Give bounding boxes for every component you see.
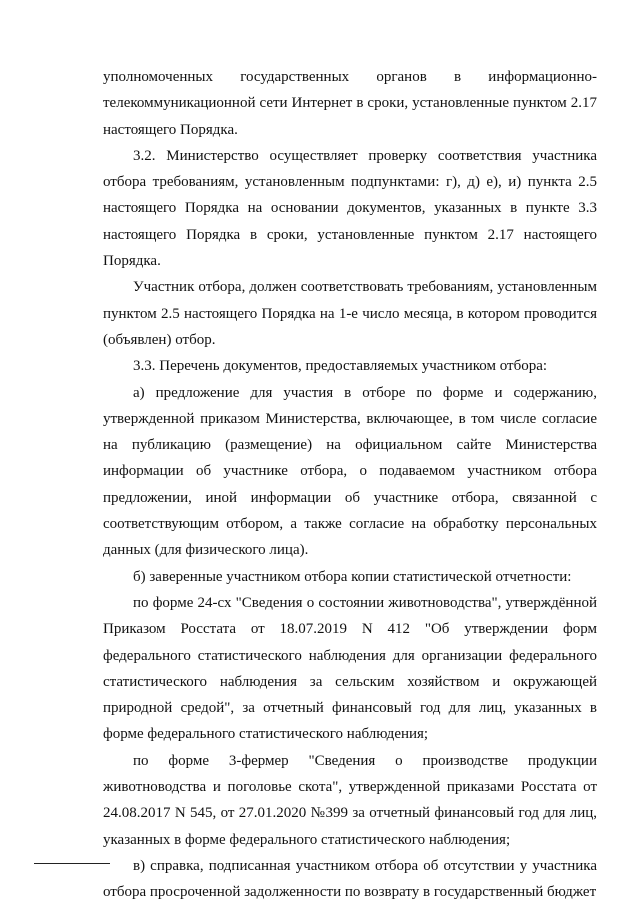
paragraph-item-b: б) заверенные участником отбора копии статистической отчетности: bbox=[133, 568, 572, 585]
paragraph-form-3-fermer: по форме 3-фермер "Сведения о производстве продукции животноводства и поголовье скота", утвержденной приказами Росстата от 24.08.2017 N 545, от 27.01.2020 №399 за отчетный финансовый год для лиц, указанных в форме федерального статистического наблюдения; bbox=[103, 752, 597, 848]
paragraph-3-3: 3.3. Перечень документов, предоставляемых участником отбора: bbox=[133, 358, 548, 375]
paragraph-form-24-sh: по форме 24-сх "Сведения о состоянии животноводства", утверждённой Приказом Росстата от 18.07.2019 N 412 "Об утверждении форм федерального статистического наблюдения для организации федерального статистического наблюдения за сельским хозяйством и окружающей природной средой", за отчетный финансовый год для лиц, указанных в форме федерального статистического наблюдения; bbox=[103, 594, 597, 743]
paragraph-continuation: уполномоченных государственных органов в информационно-телекоммуникационной сети Интернет в сроки, установленные пунктом 2.17 настоящего Порядка. bbox=[103, 69, 597, 138]
document-body bbox=[103, 64, 597, 906]
paragraph-item-v: в) справка, подписанная участником отбора об отсутствии у участника отбора просроченной задолженности по возврату в государственный бюджет bbox=[103, 857, 597, 901]
footnote-separator-line bbox=[34, 863, 110, 864]
paragraph-3-2: 3.2. Министерство осуществляет проверку соответствия участника отбора требованиям, установленным подпунктами: г), д) е), и) пункта 2.5 настоящего Порядка на основании документов, указанных в пункте 3.3 настоящего Порядка в сроки, установленные пунктом 2.17 настоящего Порядка. bbox=[103, 147, 597, 270]
paragraph-item-a: а) предложение для участия в отборе по форме и содержанию, утвержденной приказом Министерства, включающее, в том числе согласие на публикацию (размещение) на официальном сайте Министерства информации об участнике отбора, о подаваемом участником отбора предложении, иной информации об участнике отбора, связанной с соответствующим отбором, а также согласие на обработку персональных данных (для физического лица). bbox=[103, 384, 597, 559]
paragraph-participant-requirements: Участник отбора, должен соответствовать требованиям, установленным пунктом 2.5 настоящего Порядка на 1-е число месяца, в котором проводится (объявлен) отбор. bbox=[103, 279, 597, 348]
